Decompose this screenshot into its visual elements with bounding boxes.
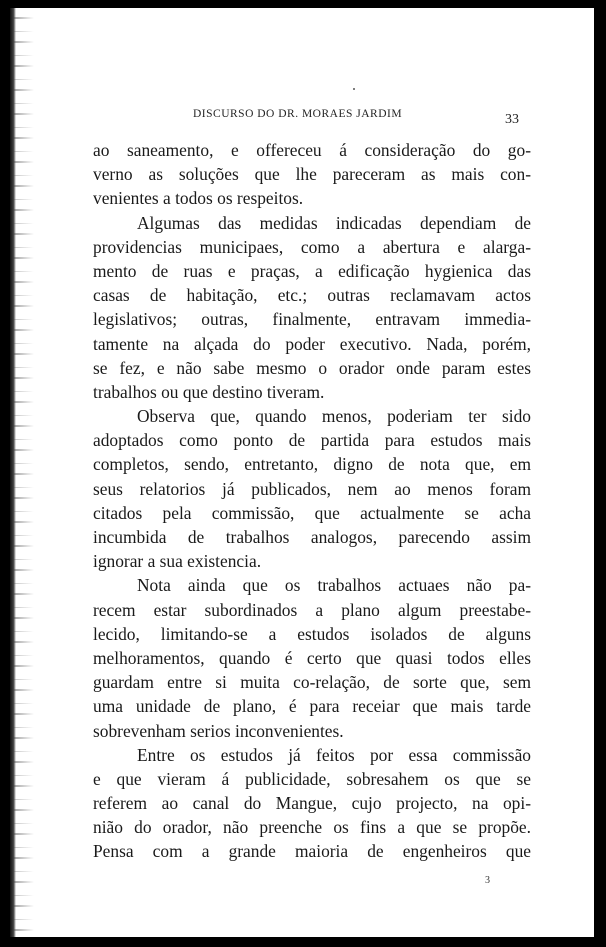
text-line: Algumas das medidas indicadas dependiam de	[137, 212, 531, 233]
signature-mark: 3	[485, 875, 490, 886]
text-line: tamente na alçada do poder executivo. Nada, porém,	[93, 333, 531, 354]
text-line: casas de habitação, etc.; outras reclamavam actos	[93, 285, 531, 306]
text-line: providencias municipaes, como a abertura e alarga-	[93, 236, 531, 257]
text-line: adoptados como ponto de partida para estudos mais	[93, 430, 531, 451]
text-line: Entre os estudos já feitos por essa commissão	[137, 744, 531, 765]
text-line: ignorar a sua existencia.	[93, 551, 262, 572]
text-line: se fez, e não sabe mesmo o orador onde param estes	[93, 357, 531, 378]
text-line: venientes a todos os respeitos.	[93, 188, 304, 209]
text-line: legislativos; outras, finalmente, entravam immedia-	[93, 309, 531, 330]
scanned-page	[10, 8, 594, 937]
text-line: mento de ruas e praças, a edificação hygienica das	[93, 260, 531, 281]
body-text	[93, 138, 531, 864]
text-line: guardam entre si muita co-relação, de sorte que, sem	[93, 672, 531, 693]
text-line: completos, sendo, entretanto, digno de nota que, em	[93, 454, 531, 475]
page-number: 33	[505, 112, 519, 127]
text-line: trabalhos ou que destino tiveram.	[93, 381, 325, 402]
text-line: ao saneamento, e offereceu á consideração do go-	[93, 140, 531, 160]
text-line: melhoramentos, quando é certo que quasi todos elles	[93, 647, 531, 668]
text-line: Observa que, quando menos, poderiam ter sido	[137, 406, 531, 427]
text-line: Nota ainda que os trabalhos actuaes não pa-	[137, 575, 531, 596]
speck-mark	[353, 88, 355, 90]
binding-shadow	[10, 8, 16, 937]
running-header: DISCURSO DO DR. MORAES JARDIM	[193, 108, 403, 120]
text-line: verno as soluções que lhe pareceram as mais con-	[93, 164, 531, 185]
text-line: seus relatorios já publicados, nem ao menos foram	[93, 478, 531, 499]
text-line: recem estar subordinados a plano algum preestabe-	[93, 599, 531, 620]
text-line: e que vieram á publicidade, sobresahem os que se	[93, 768, 531, 789]
text-line: incumbida de trabalhos analogos, parecendo assim	[93, 527, 531, 547]
text-line: citados pela commissão, que actualmente se acha	[93, 502, 531, 523]
text-line: uma unidade de plano, é para receiar que mais tarde	[93, 696, 531, 717]
text-line: lecido, limitando-se a estudos isolados de alguns	[93, 623, 531, 644]
text-line: Pensa com a grande maioria de engenheiros que	[93, 841, 531, 862]
text-line: sobrevenham serios inconvenientes.	[93, 720, 344, 741]
text-line: nião do orador, não preenche os fins a que se propõe.	[93, 817, 531, 838]
text-line: referem ao canal do Mangue, cujo projecto, na opi-	[93, 793, 531, 814]
